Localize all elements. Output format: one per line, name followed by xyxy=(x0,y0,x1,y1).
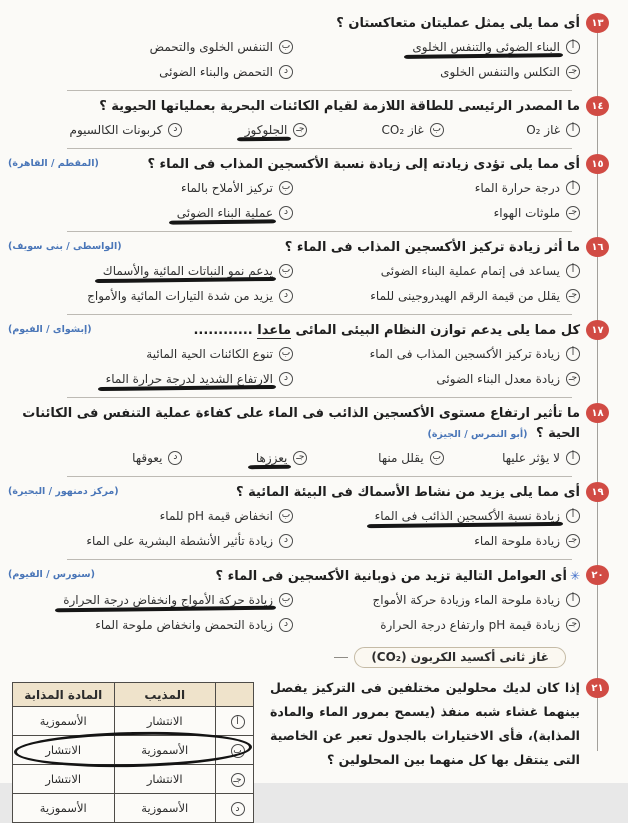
cell-solute: الأسموزية xyxy=(13,794,115,823)
question-number: ١٩ xyxy=(591,486,604,498)
option-text: يقلل منها xyxy=(378,450,424,465)
option-letter: أ xyxy=(566,181,580,195)
question-text xyxy=(12,321,580,341)
option-d xyxy=(12,200,293,225)
option-b xyxy=(12,503,293,528)
option-text: يساعد فى إتمام عملية البناء الضوئى xyxy=(380,263,560,278)
question-divider xyxy=(67,231,572,232)
answer-table xyxy=(12,682,254,823)
option-letter: د xyxy=(279,618,293,632)
option-letter: د xyxy=(168,451,182,465)
question-number-badge xyxy=(586,154,609,174)
option-letter: ب xyxy=(279,509,293,523)
option-letter: ب xyxy=(279,264,293,278)
header-letter xyxy=(216,683,254,707)
question-divider xyxy=(67,397,572,398)
option-text: التكلس والتنفس الخلوى xyxy=(440,64,560,79)
option-d xyxy=(12,59,293,84)
option-c xyxy=(182,445,307,470)
option-b xyxy=(12,341,293,366)
option-letter: ب xyxy=(279,40,293,54)
question-number-badge xyxy=(586,403,609,423)
option-text: الارتفاع الشديد لدرجة حرارة الماء xyxy=(105,371,273,386)
question-number: ١٣ xyxy=(591,17,604,29)
question-number: ١٥ xyxy=(591,158,604,170)
question-number-badge xyxy=(586,96,609,116)
question-text: أى مما يلى تؤدى زيادته إلى زيادة نسبة الأكسجين المذاب فى الماء ؟ xyxy=(147,157,580,172)
option-letter: جـ xyxy=(566,534,580,548)
option-d xyxy=(12,612,293,637)
option-d xyxy=(12,117,182,142)
option-text: زيادة ملوحة الماء وزيادة حركة الأمواج xyxy=(372,592,560,607)
bottom-section xyxy=(12,676,604,823)
option-a xyxy=(299,175,580,200)
option-text: كربونات الكالسيوم xyxy=(69,122,163,137)
question-number-badge xyxy=(586,678,609,698)
option-letter: ب xyxy=(279,181,293,195)
question-text: ما المصدر الرئيسى للطاقة اللازمة لقيام الكائنات البحرية بعملياتها الحيوية ؟ xyxy=(99,99,580,114)
option-letter: أ xyxy=(566,451,580,465)
option-a xyxy=(299,587,580,612)
option-b xyxy=(307,117,443,142)
option-letter: جـ xyxy=(293,123,307,137)
option-b xyxy=(12,587,293,612)
option-a xyxy=(444,117,580,142)
option-letter: أ xyxy=(566,264,580,278)
option-c xyxy=(299,366,580,391)
option-a xyxy=(299,503,580,528)
option-letter: ب xyxy=(430,451,444,465)
option-text: تنوع الكائنات الحية المائية xyxy=(146,346,273,361)
question-divider xyxy=(67,476,572,477)
school-tag: (الواسطى / بنى سويف) xyxy=(8,241,122,252)
question-text-dots: ............ xyxy=(193,323,258,338)
option-letter: أ xyxy=(566,347,580,361)
school-tag: (المقطم / القاهرة) xyxy=(8,158,99,169)
option-letter: جـ xyxy=(566,289,580,303)
row-letter: ب xyxy=(231,744,245,758)
option-text: غاز CO₂ xyxy=(381,122,424,137)
question-number: ٢١ xyxy=(591,682,604,694)
option-text: غاز O₂ xyxy=(526,122,560,137)
option-letter: أ xyxy=(566,40,580,54)
option-text: يعوقها xyxy=(132,450,163,465)
header-solute: المادة المذابة xyxy=(13,683,115,707)
star-icon: ✳ xyxy=(569,569,580,583)
option-a xyxy=(299,34,580,59)
cell-solute: الانتشار xyxy=(13,765,115,794)
option-c xyxy=(299,59,580,84)
option-text: يقلل من قيمة الرقم الهيدروجينى للماء xyxy=(370,288,560,303)
option-letter: د xyxy=(279,289,293,303)
option-text: زيادة قيمة pH وارتفاع درجة الحرارة xyxy=(380,617,560,632)
option-letter: أ xyxy=(566,509,580,523)
option-d xyxy=(12,445,182,470)
school-tag: (سنورس / الفيوم) xyxy=(8,569,95,580)
option-text: يعززها xyxy=(255,450,288,465)
cell-solute: الانتشار xyxy=(13,736,115,765)
option-letter: جـ xyxy=(566,65,580,79)
option-letter: د xyxy=(168,123,182,137)
section-label: غاز ثانى أكسيد الكربون (CO₂) xyxy=(354,647,566,668)
option-c xyxy=(299,612,580,637)
cell-solvent: الانتشار xyxy=(114,765,216,794)
question-text: أى مما يلى يمثل عمليتان متعاكستان ؟ xyxy=(336,16,580,31)
question-text xyxy=(12,404,580,445)
question-number-badge xyxy=(586,482,609,502)
pill-connector-line xyxy=(334,657,348,659)
question-text-body: ما تأثير ارتفاع مستوى الأكسجين الذائب فى الماء على كفاءة عملية التنفس فى الكائنات الحية ؟ xyxy=(22,406,580,441)
question-number-badge xyxy=(586,320,609,340)
option-c xyxy=(299,283,580,308)
question-number-badge xyxy=(586,237,609,257)
question-18 xyxy=(12,404,604,477)
option-b xyxy=(307,445,443,470)
option-letter: د xyxy=(279,206,293,220)
question-number: ١٤ xyxy=(591,100,604,112)
option-d xyxy=(12,283,293,308)
option-text: البناء الضوئى والتنفس الخلوى xyxy=(412,39,560,54)
question-number-badge xyxy=(586,13,609,33)
option-letter: جـ xyxy=(293,451,307,465)
table-row-a xyxy=(13,707,254,736)
header-solvent: المذيب xyxy=(114,683,216,707)
question-divider xyxy=(67,559,572,560)
table-header-row xyxy=(13,683,254,707)
option-letter: د xyxy=(279,534,293,548)
school-tag: (مركز دمنهور / البحيرة) xyxy=(8,486,119,497)
question-17 xyxy=(8,321,604,398)
options xyxy=(12,341,580,391)
option-text: يزيد من شدة التيارات المائية والأمواج xyxy=(87,288,273,303)
cell-solvent: الأسموزية xyxy=(114,736,216,765)
option-d xyxy=(12,528,293,553)
option-text: زيادة التحمض وانخفاض ملوحة الماء xyxy=(95,617,273,632)
option-text: عملية البناء الضوئى xyxy=(176,205,273,220)
answer-table-wrap xyxy=(12,682,254,823)
option-letter: ب xyxy=(430,123,444,137)
question-21 xyxy=(256,676,604,823)
question-20 xyxy=(8,566,604,637)
option-letter: أ xyxy=(566,593,580,607)
option-b xyxy=(12,258,293,283)
option-a xyxy=(299,258,580,283)
option-letter: جـ xyxy=(566,372,580,386)
option-text: زيادة حركة الأمواج وانخفاض درجة الحرارة xyxy=(63,592,273,607)
question-text-lead: كل مما يلى يدعم توازن النظام البيئى المائى xyxy=(291,323,580,338)
option-a xyxy=(299,341,580,366)
option-letter: أ xyxy=(566,123,580,137)
table-row-c xyxy=(13,765,254,794)
question-number-badge xyxy=(586,565,609,585)
option-letter: ب xyxy=(279,593,293,607)
option-c xyxy=(299,528,580,553)
except-word: ماعدا xyxy=(257,323,292,338)
option-text: الجلوكوز xyxy=(244,122,288,137)
row-letter: جـ xyxy=(231,773,245,787)
question-text: أى مما يلى يزيد من نشاط الأسماك فى البيئة المائية ؟ xyxy=(236,485,580,500)
question-number: ١٧ xyxy=(591,324,604,336)
option-text: زيادة نسبة الأكسجين الذائب فى الماء xyxy=(374,508,560,523)
option-b xyxy=(12,34,293,59)
table-row-b xyxy=(13,736,254,765)
option-text: زيادة ملوحة الماء xyxy=(474,533,560,548)
options xyxy=(12,34,580,84)
option-text: تركيز الأملاح بالماء xyxy=(181,180,273,195)
option-a xyxy=(444,445,580,470)
option-text: انخفاض قيمة pH للماء xyxy=(159,508,273,523)
school-tag: (إبشواى / الفيوم) xyxy=(8,324,92,335)
question-13 xyxy=(12,14,604,91)
question-14 xyxy=(12,97,604,149)
question-divider xyxy=(67,90,572,91)
options xyxy=(12,117,580,142)
question-19 xyxy=(8,483,604,560)
row-letter: أ xyxy=(231,715,245,729)
question-text xyxy=(12,566,580,587)
options xyxy=(12,587,580,637)
option-text: ملوثات الهواء xyxy=(493,205,560,220)
option-text: يدعم نمو النباتات المائية والأسماك xyxy=(102,263,273,278)
option-letter: د xyxy=(279,372,293,386)
question-16 xyxy=(8,238,604,315)
section-pill-row xyxy=(12,647,566,668)
option-d xyxy=(12,366,293,391)
option-text: زيادة تأثير الأنشطة البشرية على الماء xyxy=(86,533,273,548)
option-text: التنفس الخلوى والتحمض xyxy=(149,39,273,54)
options xyxy=(12,258,580,308)
row-letter: د xyxy=(231,802,245,816)
option-text: زيادة تركيز الأكسجين المذاب فى الماء xyxy=(369,346,560,361)
school-tag: (أبو النمرس / الجيزة) xyxy=(427,429,528,440)
option-c xyxy=(299,200,580,225)
cell-solvent: الانتشار xyxy=(114,707,216,736)
option-text: درجة حرارة الماء xyxy=(474,180,560,195)
option-letter: جـ xyxy=(566,206,580,220)
table-row-d xyxy=(13,794,254,823)
question-text: إذا كان لديك محلولين مختلفين فى التركيز يفصل بينهما غشاء شبه منفذ (يسمح بمرور الماء والمادة المذابة)، فأى الاختيارات بالجدول تعبر عن الخاصية التى ينتقل بها كل منهما بين المحلولين ؟ xyxy=(270,680,580,767)
question-number: ٢٠ xyxy=(591,569,604,581)
options xyxy=(12,175,580,225)
question-text-body: أى العوامل التالية تزيد من ذوبانية الأكسجين فى الماء ؟ xyxy=(215,569,567,584)
option-text: زيادة معدل البناء الضوئى xyxy=(436,371,560,386)
question-text: ما أثر زيادة تركيز الأكسجين المذاب فى الماء ؟ xyxy=(284,240,580,255)
question-divider xyxy=(67,148,572,149)
question-divider xyxy=(67,314,572,315)
option-text: لا يؤثر عليها xyxy=(502,450,560,465)
cell-solvent: الأسموزية xyxy=(114,794,216,823)
option-letter: جـ xyxy=(566,618,580,632)
options xyxy=(12,503,580,553)
option-text: التحمض والبناء الضوئى xyxy=(159,64,273,79)
option-c xyxy=(182,117,307,142)
option-letter: ب xyxy=(279,347,293,361)
question-number: ١٨ xyxy=(591,407,604,419)
option-b xyxy=(12,175,293,200)
question-15 xyxy=(8,155,604,232)
option-letter: د xyxy=(279,65,293,79)
options xyxy=(12,445,580,470)
cell-solute: الأسموزية xyxy=(13,707,115,736)
question-number: ١٦ xyxy=(591,241,604,253)
